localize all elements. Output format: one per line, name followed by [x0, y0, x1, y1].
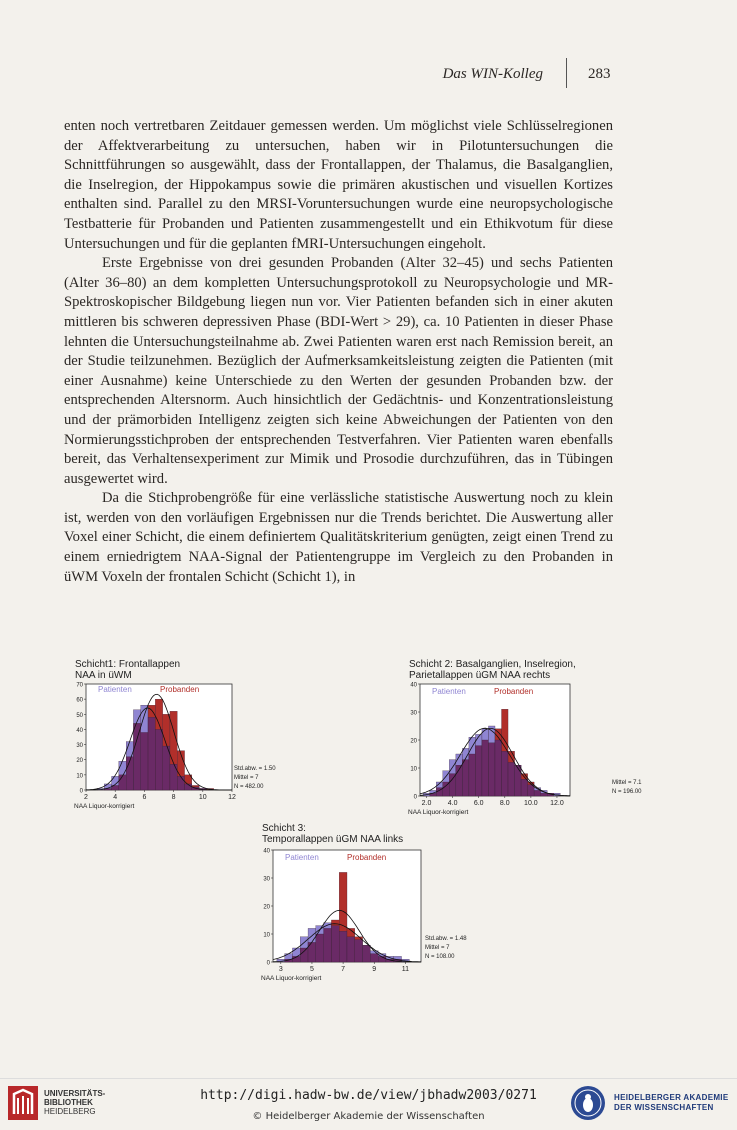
stats-label: Std.abw. = 1.48: [425, 936, 467, 942]
stats-label: Mittel = 7: [425, 945, 450, 951]
y-tick-label: 40: [410, 682, 417, 689]
y-tick-label: 40: [76, 727, 83, 734]
chart-title: Schicht1: Frontallappen: [75, 659, 181, 670]
x-tick-label: 2.0: [421, 800, 432, 807]
patienten-bar: [495, 740, 502, 796]
page-header: [0, 66, 737, 88]
y-tick-label: 10: [76, 773, 83, 780]
academy-seal-icon: [570, 1085, 606, 1121]
probanden-bar: [515, 765, 522, 796]
y-tick-label: 20: [410, 738, 417, 745]
stats-label: N = 108.00: [425, 954, 455, 960]
patienten-bar: [163, 746, 170, 790]
legend-probanden: Probanden: [160, 685, 200, 694]
patienten-bar: [355, 940, 363, 962]
x-tick-label: 10: [198, 794, 207, 801]
legend-probanden: Probanden: [494, 687, 534, 696]
probanden-bar: [363, 945, 371, 962]
stats-label: Mittel = 7.1: [612, 780, 642, 786]
x-tick-label: 8: [171, 794, 176, 801]
chart-title: Schicht 2: Basalganglien, Inselregion,: [409, 659, 576, 670]
x-tick-label: 3: [278, 966, 283, 973]
patienten-bar: [521, 779, 528, 796]
x-axis-label: NAA Liquor-korrigiert: [74, 803, 135, 810]
probanden-bar: [462, 760, 469, 796]
x-tick-label: 5: [309, 966, 314, 973]
patienten-bar: [177, 776, 184, 790]
university-library-name: UNIVERSITÄTS- BIBLIOTHEK HEIDELBERG: [44, 1089, 106, 1116]
x-axis-label: NAA Liquor-korrigiert: [408, 809, 469, 816]
x-tick-label: 12: [228, 794, 236, 801]
probanden-bar: [541, 793, 548, 796]
x-tick-label: 7: [341, 966, 346, 973]
header-divider: [566, 58, 567, 88]
x-tick-label: 6.0: [473, 800, 484, 807]
y-tick-label: 30: [76, 743, 83, 750]
probanden-bar: [370, 954, 378, 962]
body-text: [64, 117, 613, 587]
x-axis-label: NAA Liquor-korrigiert: [261, 975, 322, 982]
stats-label: Std.abw. = 1.50: [234, 766, 276, 772]
probanden-bar: [534, 790, 541, 796]
patienten-bar: [508, 762, 515, 796]
probanden-bar: [482, 740, 489, 796]
probanden-bar: [469, 754, 476, 796]
chart-title: Parietallappen üGM NAA rechts: [409, 670, 551, 681]
probanden-bar: [119, 775, 126, 790]
y-tick-label: 70: [76, 682, 83, 689]
probanden-bar: [141, 732, 148, 790]
y-tick-label: 10: [263, 932, 270, 939]
legend-patienten: Patienten: [285, 853, 319, 862]
y-tick-label: 0: [413, 794, 417, 801]
chart-title: NAA in üWM: [75, 670, 132, 681]
histogram-schicht2: [406, 656, 642, 824]
x-tick-label: 8.0: [499, 800, 510, 807]
probanden-bar: [488, 743, 495, 796]
histogram-schicht3: [259, 820, 469, 990]
probanden-bar: [324, 928, 332, 962]
x-tick-label: 4: [113, 794, 118, 801]
legend-patienten: Patienten: [98, 685, 132, 694]
patienten-bar: [331, 926, 339, 962]
x-tick-label: 4.0: [447, 800, 458, 807]
y-tick-label: 10: [410, 766, 417, 773]
paragraph: enten noch vertretbaren Zeitdauer gemessen werden. Um möglichst viele Schlüsselregionen der Affektverarbeitung zu untersuchen, haben wir in Pilotuntersuchungen die Schnittführungen so ausgewählt, dass der Frontallappen, der Thalamus, die Basalganglien, die Inselregion, der Hippokampus sowie die primären akustischen und visuellen Kortizes enthalten sind. Parallel zu den MRSI-Voruntersuchungen wurde eine neuropsychologische Testbatterie für Probanden und Patienten zusammengestellt und ein Ethikvotum für diese Untersuchungen und für die geplanten fMRI-Untersuchungen eingeholt.: [64, 118, 613, 252]
x-tick-label: 2: [84, 794, 88, 801]
copyright-notice: © Heidelberger Akademie der Wissenschaften: [252, 1111, 485, 1122]
paragraph: Erste Ergebnisse von drei gesunden Probanden (Alter 32–45) und sechs Patienten (Alter 36–80) an dem kompletten Untersuchungsprotokoll zu Neuropsychologie und MR-Spektroskopischer Bildgebung liegen nun vor. Vier Patienten befanden sich in einer akuten mittleren bis schweren depressiven Phase (BDI-Wert > 29), ca. 10 Patienten in dieser Phase lehnten die Untersuchungsteilnahme ab. Zwei Patienten waren erst nach Remission bereit, an der Studie teilzunehmen. Bezüglich der Aufmerksamkeitsleistung zeigten die Patienten (mit einer Ausnahme) keine Unterschiede zu den Werten der gesunden Probanden bzw. der entsprechenden Altersnorm. Auch hinsichtlich der Gedächtnis- und Konzentrationsleistung und der prämorbiden Intelligenz zeigten sich keine Abweichungen der Patienten von den Normierungsstichproben der entsprechenden Testverfahren. Vier Patienten waren ebenfalls bereit, das Verhaltensexperiment zur Mimik und Prosodie durchzuführen, das in Tübingen ausgewertet wird.: [64, 255, 613, 487]
x-tick-label: 12.0: [550, 800, 564, 807]
x-tick-label: 9: [372, 966, 377, 973]
y-tick-label: 30: [263, 876, 270, 883]
source-url-link[interactable]: http://digi.hadw-bw.de/view/jbhadw2003/0271: [200, 1088, 537, 1103]
stats-label: N = 196.00: [612, 789, 642, 795]
chart-title: Temporallappen üGM NAA links: [262, 834, 404, 845]
page-footer: [0, 1078, 737, 1130]
stats-label: N = 482.00: [234, 784, 264, 790]
y-tick-label: 40: [263, 848, 270, 855]
academy-name: HEIDELBERGER AKADEMIE DER WISSENSCHAFTEN: [614, 1093, 729, 1112]
legend-patienten: Patienten: [432, 687, 466, 696]
probanden-bar: [300, 948, 308, 962]
probanden-bar: [133, 723, 140, 790]
x-tick-label: 6: [142, 794, 147, 801]
probanden-bar: [316, 934, 324, 962]
stats-label: Mittel = 7: [234, 775, 259, 781]
legend-probanden: Probanden: [347, 853, 387, 862]
y-tick-label: 0: [79, 788, 83, 795]
patienten-bar: [155, 729, 162, 790]
probanden-bar: [443, 782, 450, 796]
running-title: Das WIN-Kolleg: [442, 66, 543, 82]
x-tick-label: 10.0: [524, 800, 538, 807]
y-tick-label: 20: [76, 758, 83, 765]
probanden-bar: [475, 746, 482, 796]
y-tick-label: 60: [76, 697, 83, 704]
y-tick-label: 20: [263, 904, 270, 911]
patienten-bar: [528, 785, 535, 796]
patienten-bar: [347, 937, 355, 962]
y-tick-label: 0: [266, 960, 270, 967]
patienten-bar: [339, 931, 347, 962]
chart-title: Schicht 3:: [262, 823, 306, 834]
paragraph: Da die Stichprobengröße für eine verlässliche statistische Auswertung noch zu klein ist, werden von den vorläufigen Ergebnissen nur die Trends berichtet. Die Auswertung aller Voxel einer Schicht, die einem definiertem Qualitätskriterium genügten, zeigt einen Trend zu einem erniedrigtem NAA-Signal der Patientengruppe im Vergleich zu den Probanden in üWM Voxeln der frontalen Schicht (Schicht 1), in: [64, 490, 613, 585]
y-tick-label: 30: [410, 710, 417, 717]
histogram-schicht1: [72, 656, 282, 816]
y-tick-label: 50: [76, 712, 83, 719]
patienten-bar: [148, 717, 155, 790]
patienten-bar: [502, 751, 509, 796]
page-number: 283: [588, 66, 611, 82]
x-tick-label: 11: [401, 966, 410, 973]
probanden-bar: [449, 774, 456, 796]
